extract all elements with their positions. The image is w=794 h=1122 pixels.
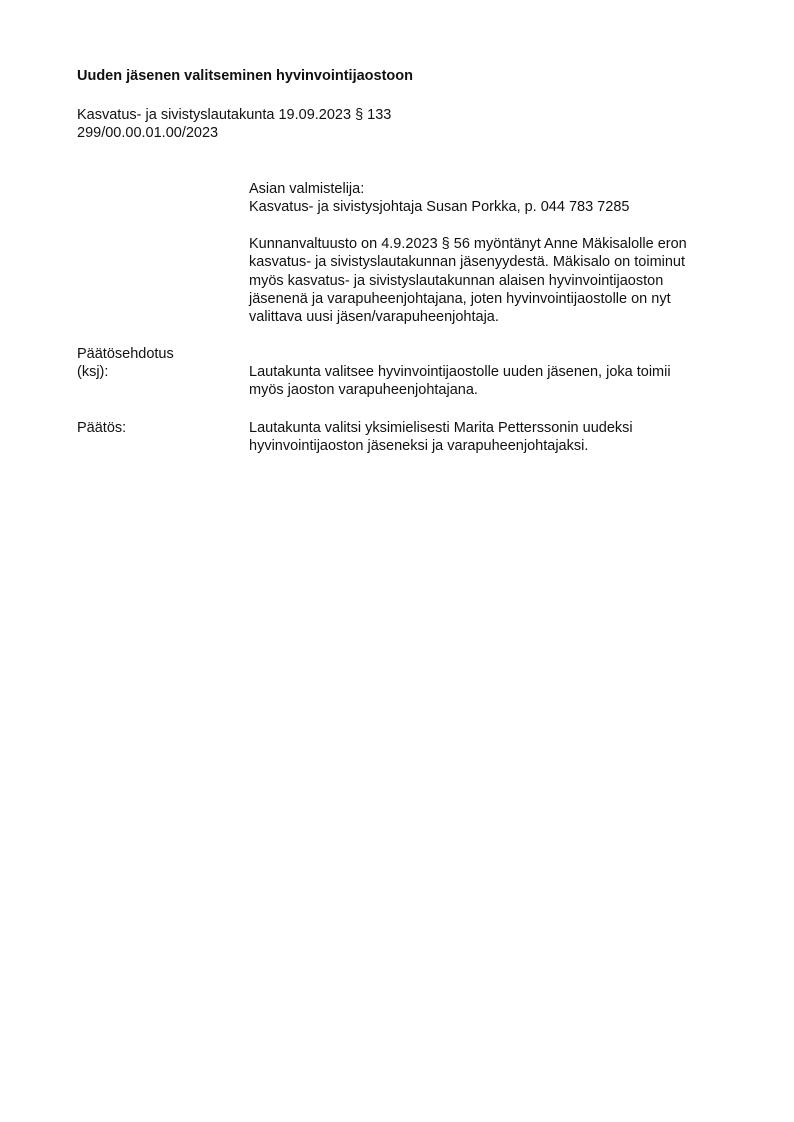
proposal-label-sub: (ksj): — [77, 364, 109, 380]
decision-label: Päätös: — [77, 420, 127, 436]
record-number: 299/00.00.01.00/2023 — [77, 125, 219, 141]
decision-line: hyvinvointijaoston jäseneksi ja varapuheenjohtajaksi. — [249, 438, 589, 455]
decision-line: Lautakunta valitsi yksimielisesti Marita Petterssonin uudeksi — [249, 420, 633, 436]
decision-text — [249, 419, 749, 456]
proposal-line: Lautakunta valitsee hyvinvointijaostolle uuden jäsenen, joka toimii — [249, 364, 671, 380]
preparer-line: Kasvatus- ja sivistysjohtaja Susan Porkka, p. 044 783 7285 — [249, 199, 630, 216]
preparation-block — [249, 180, 749, 217]
background-line: kasvatus- ja sivistyslautakunnan jäsenyydestä. Mäkisalo on toiminut — [249, 254, 686, 271]
proposal-text — [249, 363, 749, 400]
background-paragraph — [249, 235, 749, 326]
background-line: myös kasvatus- ja sivistyslautakunnan alaisen hyvinvointijaoston — [249, 272, 664, 289]
background-line: jäsenenä ja varapuheenjohtajana, joten hyvinvointijaostolle on nyt — [249, 290, 671, 307]
preparation-heading: Asian valmistelija: — [249, 181, 365, 197]
background-line: Kunnanvaltuusto on 4.9.2023 § 56 myöntänyt Anne Mäkisalolle eron — [249, 236, 687, 252]
proposal-line: myös jaoston varapuheenjohtajana. — [249, 382, 478, 399]
background-line: valittava uusi jäsen/varapuheenjohtaja. — [249, 309, 499, 326]
meeting-line: Kasvatus- ja sivistyslautakunta 19.09.2023 § 133 — [77, 107, 392, 123]
document-title: Uuden jäsenen valitseminen hyvinvointijaostoon — [77, 68, 413, 84]
proposal-label: Päätösehdotus — [77, 346, 174, 362]
